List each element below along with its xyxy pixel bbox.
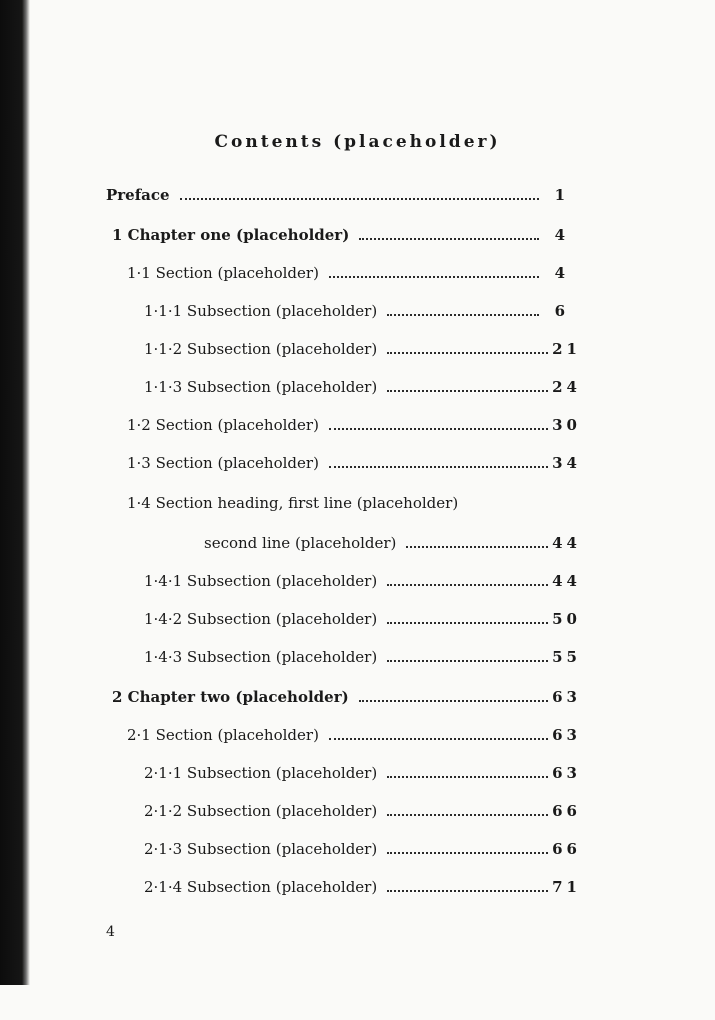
toc-entry-page: 6 [554, 302, 569, 320]
toc-entry-label: 1·1·3 Subsection (placeholder) [144, 378, 378, 396]
toc-entry-label: 2·1 Section (placeholder) [127, 726, 319, 744]
toc-entry [144, 878, 581, 896]
toc-entry [144, 378, 581, 396]
toc-entry-page: 44 [552, 534, 581, 552]
toc-entry-label: 2 Chapter two (placeholder) [112, 688, 349, 706]
toc-entry-label: 1 Chapter one (placeholder) [112, 226, 350, 244]
toc-entry [127, 454, 581, 472]
toc-entry [112, 226, 569, 244]
toc-entry-page: 55 [552, 648, 581, 666]
toc-entry [127, 416, 581, 434]
toc-entry [144, 302, 569, 320]
dot-leader [387, 890, 548, 892]
toc-entry-first-line [127, 494, 458, 512]
toc-entry-label: 2·1·1 Subsection (placeholder) [144, 764, 378, 782]
toc-entry-page: 66 [552, 840, 581, 858]
dot-leader [359, 238, 539, 240]
toc-entry [144, 572, 581, 590]
page-number: 4 [106, 924, 115, 940]
dot-leader [387, 622, 548, 624]
dot-leader [387, 814, 548, 816]
dot-leader [359, 700, 548, 702]
toc-entry-label: Preface [106, 186, 170, 204]
dot-leader [387, 352, 548, 354]
toc-entry-label: 1·4 Section heading, first line (placeholder) [127, 494, 459, 512]
toc-entry-page: 44 [552, 572, 581, 590]
toc-entry-page: 63 [552, 726, 581, 744]
toc-entry-page: 71 [552, 878, 581, 896]
toc-entry-label: 1·4·1 Subsection (placeholder) [144, 572, 378, 590]
toc-entry-page: 21 [552, 340, 581, 358]
toc-entry-label: 1·1·1 Subsection (placeholder) [144, 302, 378, 320]
dot-leader [387, 852, 548, 854]
toc-entry-page: 30 [552, 416, 581, 434]
toc-entry [144, 802, 581, 820]
toc-entry-page: 1 [554, 186, 569, 204]
toc-entry-label: 1·2 Section (placeholder) [127, 416, 319, 434]
toc-entry-label: 2·1·2 Subsection (placeholder) [144, 802, 378, 820]
toc-entry-label: 1·3 Section (placeholder) [127, 454, 319, 472]
toc-entry [127, 726, 581, 744]
toc-entry-label: 1·1 Section (placeholder) [127, 264, 319, 282]
toc-entry-label: 2·1·4 Subsection (placeholder) [144, 878, 378, 896]
toc-entry [204, 534, 581, 552]
toc-entry-page: 63 [552, 688, 581, 706]
page-title: Contents (placeholder) [214, 132, 501, 152]
toc-entry-page: 50 [552, 610, 581, 628]
toc-entry-label: 1·1·2 Subsection (placeholder) [144, 340, 378, 358]
dot-leader [329, 738, 548, 740]
toc-entry-label: 1·4·2 Subsection (placeholder) [144, 610, 378, 628]
dot-leader [387, 776, 548, 778]
toc-entry [144, 648, 581, 666]
dot-leader [406, 546, 548, 548]
dot-leader [387, 314, 539, 316]
toc-entry [127, 264, 569, 282]
toc-entry [112, 688, 581, 706]
toc-entry-continuation: second line (placeholder) [204, 534, 397, 552]
dot-leader [329, 428, 548, 430]
toc-entry-label: 1·4·3 Subsection (placeholder) [144, 648, 378, 666]
toc-entry-page: 34 [552, 454, 581, 472]
toc-entry [144, 764, 581, 782]
dot-leader [329, 276, 539, 278]
toc-entry [144, 340, 581, 358]
dot-leader [387, 660, 548, 662]
toc-entry-page: 24 [552, 378, 581, 396]
toc-entry-page: 4 [554, 226, 569, 244]
toc-entry [106, 186, 569, 204]
toc-entry-page: 63 [552, 764, 581, 782]
dot-leader [329, 466, 548, 468]
toc-entry-page: 66 [552, 802, 581, 820]
toc-entry [144, 840, 581, 858]
toc-entry-label: 2·1·3 Subsection (placeholder) [144, 840, 378, 858]
dot-leader [387, 390, 548, 392]
dot-leader [180, 198, 539, 200]
dot-leader [387, 584, 548, 586]
toc-entry-page: 4 [554, 264, 569, 282]
toc-entry [144, 610, 581, 628]
